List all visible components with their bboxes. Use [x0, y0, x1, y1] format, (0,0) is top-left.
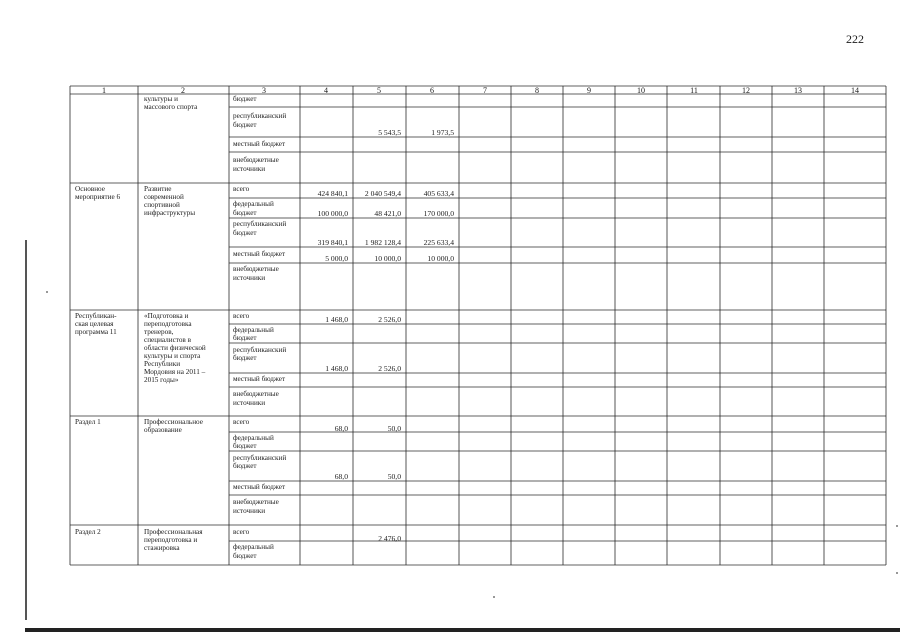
value-cell: 405 633,4 [423, 189, 454, 198]
funding-source-label: федеральный [233, 434, 274, 442]
funding-source-label: бюджет [233, 209, 257, 217]
section-name-line: образование [144, 426, 182, 434]
program-id-line: ская целевая [75, 320, 114, 328]
program-name-line: культуры и [144, 95, 178, 103]
program-name-line: Мордовия на 2011 – [144, 368, 206, 376]
value-cell: 68,0 [334, 424, 348, 433]
section-name-line: Профессиональное [144, 418, 203, 426]
funding-source-label: местный бюджет [233, 375, 286, 383]
program-name-line: 2015 годы» [144, 376, 179, 384]
funding-source-label: всего [233, 528, 250, 536]
value-cell: 5 543,5 [378, 128, 401, 137]
program-name-line: Республики [144, 360, 181, 368]
funding-source-label: источники [233, 399, 266, 407]
header-col-4: 4 [324, 86, 328, 95]
funding-source-label: бюджет [233, 462, 257, 470]
value-cell: 2 526,0 [378, 364, 401, 373]
value-cell: 1 982 128,4 [364, 238, 401, 247]
value-cell: 2 526,0 [378, 315, 401, 324]
funding-source-label: местный бюджет [233, 140, 286, 148]
program-id-line: Республикан- [75, 312, 117, 320]
section-id: Раздел 2 [75, 528, 101, 536]
header-col-8: 8 [535, 86, 539, 95]
header-col-5: 5 [377, 86, 381, 95]
value-cell: 10 000,0 [374, 254, 401, 263]
value-cell: 319 840,1 [317, 238, 348, 247]
program-name-line: области физической [144, 344, 206, 352]
value-cell: 50,0 [387, 424, 401, 433]
page-number: 222 [846, 32, 864, 46]
funding-source-label: федеральный [233, 200, 274, 208]
event-name-line: Развитие [144, 185, 172, 193]
section-name-line: Профессиональная [144, 528, 203, 536]
program-name-line: переподготовка [144, 320, 192, 328]
section-id: Раздел 1 [75, 418, 101, 426]
funding-source-label: внебюджетные [233, 390, 279, 398]
funding-source-label: бюджет [233, 95, 257, 103]
funding-source-label: республиканский [233, 112, 287, 120]
value-cell: 48 421,0 [374, 209, 401, 218]
value-cell: 1 468,0 [325, 315, 348, 324]
section-name-line: стажировка [144, 544, 180, 552]
event-name-line: современной [144, 193, 184, 201]
funding-source-label: федеральный [233, 326, 274, 334]
funding-source-label: республиканский [233, 454, 287, 462]
funding-source-label: бюджет [233, 442, 257, 450]
header-col-7: 7 [483, 86, 487, 95]
header-col-9: 9 [587, 86, 591, 95]
funding-source-label: источники [233, 507, 266, 515]
value-cell: 170 000,0 [423, 209, 454, 218]
header-col-13: 13 [794, 86, 802, 95]
funding-source-label: всего [233, 418, 250, 426]
value-cell: 100 000,0 [317, 209, 348, 218]
value-cell: 10 000,0 [427, 254, 454, 263]
value-cell: 1 973,5 [431, 128, 454, 137]
funding-source-label: внебюджетные [233, 265, 279, 273]
header-col-1: 1 [102, 86, 106, 95]
funding-source-label: республиканский [233, 346, 287, 354]
value-cell: 1 468,0 [325, 364, 348, 373]
funding-source-label: бюджет [233, 354, 257, 362]
event-id-line: Основное [75, 185, 105, 193]
value-cell: 68,0 [334, 472, 348, 481]
funding-source-label: внебюджетные [233, 156, 279, 164]
funding-source-label: всего [233, 185, 250, 193]
header-col-10: 10 [637, 86, 645, 95]
event-id-line: мероприятие 6 [75, 193, 121, 201]
header-col-12: 12 [742, 86, 750, 95]
funding-source-label: бюджет [233, 334, 257, 342]
section-name-line: переподготовка и [144, 536, 198, 544]
funding-source-label: бюджет [233, 552, 257, 560]
program-id-line: программа 11 [75, 328, 117, 336]
value-cell: 5 000,0 [325, 254, 348, 263]
header-col-2: 2 [181, 86, 185, 95]
funding-source-label: федеральный [233, 543, 274, 551]
program-name-line: тренеров, [144, 328, 174, 336]
funding-source-label: источники [233, 274, 266, 282]
event-name-line: инфраструктуры [144, 209, 196, 217]
program-name-line: специалистов в [144, 336, 192, 344]
value-cell: 2 040 549,4 [364, 189, 401, 198]
funding-source-label: бюджет [233, 229, 257, 237]
funding-source-label: местный бюджет [233, 250, 286, 258]
header-col-11: 11 [690, 86, 698, 95]
program-name-line: культуры и спорта [144, 352, 201, 360]
event-name-line: спортивной [144, 201, 180, 209]
funding-source-label: источники [233, 165, 266, 173]
value-cell: 2 476,0 [378, 534, 401, 543]
funding-source-label: внебюджетные [233, 498, 279, 506]
header-col-3: 3 [262, 86, 266, 95]
header-col-14: 14 [851, 86, 859, 95]
funding-source-label: бюджет [233, 121, 257, 129]
program-name-line: «Подготовка и [144, 312, 189, 320]
program-name-line: массового спорта [144, 103, 198, 111]
header-col-6: 6 [430, 86, 434, 95]
funding-source-label: республиканский [233, 220, 287, 228]
funding-source-label: всего [233, 312, 250, 320]
value-cell: 424 840,1 [317, 189, 348, 198]
value-cell: 50,0 [387, 472, 401, 481]
funding-source-label: местный бюджет [233, 483, 286, 491]
value-cell: 225 633,4 [423, 238, 454, 247]
